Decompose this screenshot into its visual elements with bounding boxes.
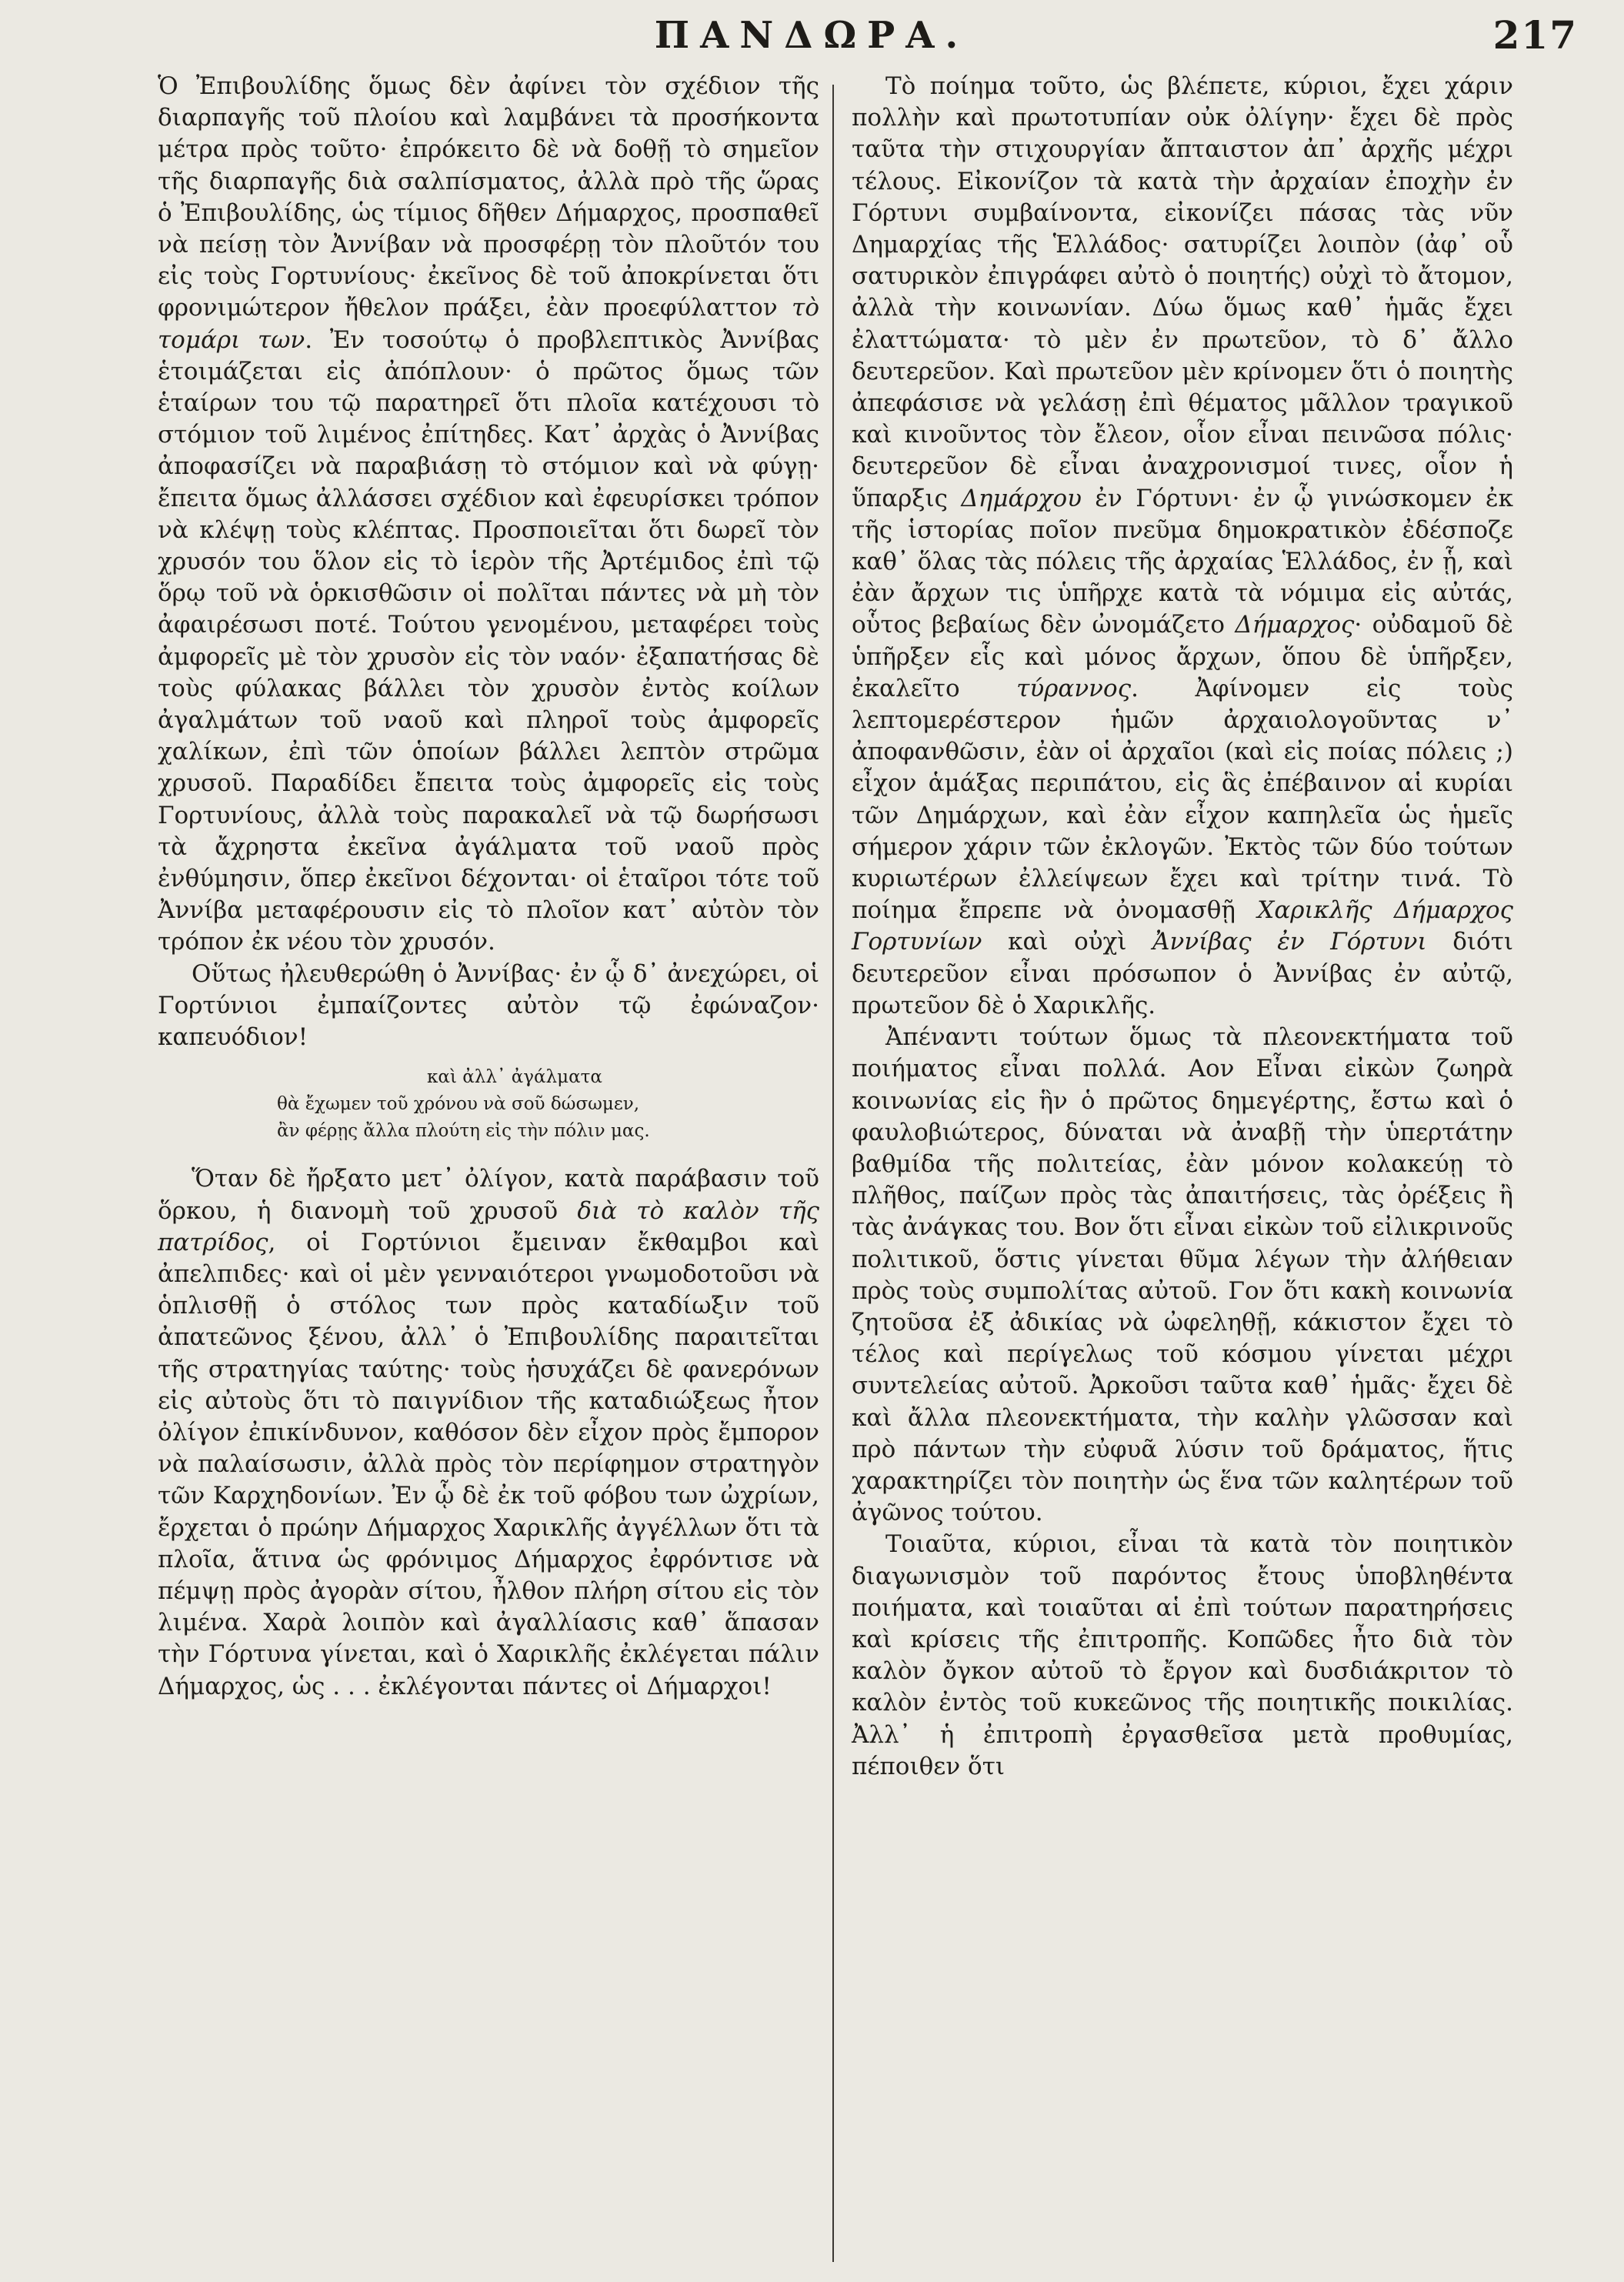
paragraph [158,1163,819,1702]
text-run: Τὸ ποίημα τοῦτο, ὡς βλέπετε, κύριοι, ἔχει χάριν πολλὴν καὶ πρωτοτυπίαν οὐκ ὀλίγην· ἔχει δὲ πρὸς ταῦτα τὴν στιχουργίαν ἄπταιστον ἀπ᾽ ἀρχῆς μέχρι τέλους. Εἰκονίζον τὰ κατὰ τὴν ἀρχαίαν ἐποχὴν ἐν Γόρτυνι συμβαίνοντα, εἰκονίζει πάσας τὰς νῦν Δημαρχίας τῆς Ἑλλάδος· σατυρίζει λοιπὸν (ἀφ᾽ οὗ σατυρικὸν ἐπιγράφει αὐτὸ ὁ ποιητής) οὐχὶ τὸ ἄτομον, ἀλλὰ τὴν κοινωνίαν. Δύω ὅμως καθ᾽ ἡμᾶς ἔχει ἐλαττώματα· τὸ μὲν ἐν πρωτεῦον, τὸ δ᾽ ἄλλο δευτερεῦον. Καὶ πρωτεῦον μὲν κρίνομεν ὅτι ὁ ποιητὴς ἀπεφάσισε νὰ γελάσῃ ἐπὶ θέματος μᾶλλον τραγικοῦ καὶ κινοῦντος τὸν ἔλεον, οἷον εἶναι πεινῶσα πόλις· δευτερεῦον δὲ εἶναι ἀναχρονισμοί τινες, οἷον ἡ ὕπαρξις [852,72,1513,512]
text-run: . Ἐν τοσούτῳ ὁ προβλεπτικὸς Ἀννίβας ἑτοιμάζεται εἰς ἀπόπλουν· ὁ πρῶτος ὅμως τῶν ἑταίρων του τῷ παρατηρεῖ ὅτι πλοῖα κατέχουσι τὸ στόμιον τοῦ λιμένος ἐπίτηδες. Κατ᾽ ἀρχὰς ὁ Ἀννίβας ἀποφασίζει νὰ παραβιάσῃ τὸ στόμιον καὶ νὰ φύγῃ· ἔπειτα ὅμως ἀλλάσσει σχέδιον καὶ ἐφευρίσκει τρόπον νὰ κλέψῃ τοὺς κλέπτας. Προσποιεῖται ὅτι δωρεῖ τὸν χρυσόν του ὅλον εἰς τὸ ἱερὸν τῆς Ἀρτέμιδος ἐπὶ τῷ ὅρῳ τοῦ νὰ ὁρκισθῶσιν οἱ πολῖται πάντες νὰ μὴ τὸν ἀφαιρέσωσι ποτέ. Τούτου γενομένου, μεταφέρει τοὺς ἀμφορεῖς μὲ τὸν χρυσὸν εἰς τὸν ναόν· ἐξαπατήσας δὲ τοὺς φύλακας βάλλει τὸν χρυσὸν ἐντὸς κοίλων ἀγαλμάτων τοῦ ναοῦ καὶ πληροῖ τοὺς ἀμφορεῖς χαλίκων, ἐπὶ τῶν ὁποίων βάλλει λεπτὸν στρῶμα χρυσοῦ. Παραδίδει ἔπειτα τοὺς ἀμφορεῖς εἰς τοὺς Γορτυνίους, ἀλλὰ τοὺς παρακαλεῖ νὰ τῷ δωρήσωσι τὰ ἄχρηστα ἐκεῖνα ἀγάλματα τοῦ ναοῦ πρὸς ἐνθύμησιν, ὅπερ ἐκεῖνοι δέχονται· οἱ ἑταῖροι τότε τοῦ Ἀννίβα μεταφέρουσιν εἰς τὸ πλοῖον κατ᾽ αὐτὸν τὸν τρόπον ἐκ νέου τὸν χρυσόν. [158,325,819,956]
text-run: διότι δευτερεῦον εἶναι πρόσωπον ὁ Ἀννίβας ἐν αὐτῷ, πρωτεῦον δὲ ὁ Χαρικλῆς. [852,928,1514,1019]
italic-phrase: τὸ τομάρι των [158,294,819,354]
page-number: 217 [1492,12,1578,58]
left-column [158,71,819,1703]
paragraph: Ἀπέναντι τούτων ὅμως τὰ πλεονεκτήματα τοῦ ποιήματος εἶναι πολλά. Αον Εἶναι εἰκὼν ζωηρὰ κοινωνίας εἰς ἣν ὁ πρῶτος δημεγέρτης, ἔστω καὶ ὁ φαυλοβιώτερος, δύναται νὰ ἀναβῇ τὴν ὑπερτάτην βαθμίδα τῆς πολιτείας, ἐὰν μόνον κολακεύῃ τὸ πλῆθος, παίζων πρὸς τὰς ἀπαιτήσεις, τὰς ὀρέξεις ἢ τὰς ἀνάγκας του. Βον ὅτι εἶναι εἰκὼν τοῦ εἰλικρινοῦς πολιτικοῦ, ὅστις γίνεται θῦμα λέγων τὴν ἀλήθειαν πρὸς τοὺς συμπολίτας αὐτοῦ. Γον ὅτι κακὴ κοινωνία ζητοῦσα ἐξ ἀδικίας νὰ ὠφεληθῇ, κάκιστον ἔχει τὸ τέλος καὶ περίγελως τοῦ κόσμου γίνεται μέχρι συντελείας αὐτοῦ. Ἀρκοῦσι ταῦτα καθ᾽ ἡμᾶς· ἔχει δὲ καὶ ἄλλα πλεονεκτήματα, τὴν καλὴν γλῶσσαν καὶ πρὸ πάντων τὴν εὐφυᾶ λύσιν τοῦ δράματος, ἥτις χαρακτηρίζει τὸν ποιητὴν ὡς ἕνα τῶν καλητέρων τοῦ ἀγῶνος τούτου. [852,1023,1513,1527]
paragraph [158,71,819,959]
page-header [0,8,1624,77]
verse-quote [158,1064,819,1145]
text-run: καὶ οὐχὶ [1008,928,1127,956]
paragraph [852,71,1513,1022]
text-run: , οἱ Γορτύνιοι ἔμειναν ἔκθαμβοι καὶ ἀπελπιδες· καὶ οἱ μὲν γενναιότεροι γνωμοδοτοῦσι νὰ ὁπλισθῇ ὁ στόλος των πρὸς καταδίωξιν τοῦ ἀπατεῶνος ξένου, ἀλλ᾽ ὁ Ἐπιβουλίδης παραιτεῖται τῆς στρατηγίας ταύτης· τοὺς ἡσυχάζει δὲ φανερόνων εἰς αὐτοὺς ὅτι τὸ παιγνίδιον τῆς καταδιώξεως ἦτον ὀλίγον ἐπικίνδυνον, καθόσον δὲν εἶχον πρὸς ἔμπορον νὰ παλαίσωσιν, ἀλλὰ πρὸς τὸν περίφημον στρατηγὸν τῶν Καρχηδονίων. Ἐν ᾧ δὲ ἐκ τοῦ φόβου των ὠχρίων, ἔρχεται ὁ πρώην Δήμαρχος Χαρικλῆς ἀγγέλλων ὅτι τὰ πλοῖα, ἅτινα ὡς φρόνιμος Δήμαρχος ἐφρόντισε νὰ πέμψῃ πρὸς ἀγορὰν σίτου, ἦλθον πλήρη σίτου εἰς τὸν λιμένα. Χαρὰ λοιπὸν καὶ ἀγαλλίασις καθ᾽ ἅπασαν τὴν Γόρτυνα γίνεται, καὶ ὁ Χαρικλῆς ἐκλέγεται πάλιν Δήμαρχος, ὡς . . . ἐκλέγονται πάντες οἱ Δήμαρχοι! [158,1228,819,1700]
running-title: ΠΑΝΔΩΡΑ. [654,14,969,57]
verse-line: καὶ ἀλλ᾽ ἀγάλματα [427,1067,602,1088]
italic-phrase: Χαρικλῆς Δήμαρχος Γορτυνίων [852,896,1513,956]
italic-phrase: Δημάρχου [961,484,1082,512]
text-run: · οὐδαμοῦ δὲ ὑπῆρξεν εἷς καὶ μόνος ἄρχων, ὅπου δὲ ὑπῆρξεν, ἐκαλεῖτο [852,611,1513,702]
italic-phrase: Ἀννίβας ἐν Γόρτυνι [1152,928,1427,956]
italic-phrase: διὰ τὸ καλὸν τῆς πατρίδος [158,1196,819,1256]
paragraph: Οὕτως ἠλευθερώθη ὁ Ἀννίβας· ἐν ᾧ δ᾽ ἀνεχώρει, οἱ Γορτύνιοι ἐμπαίζοντες αὐτὸν τῷ ἐφώναζον· καπευόδιον! [158,959,819,1052]
verse-line: ἂν φέρῃς ἄλλα πλούτη εἰς τὴν πόλιν μας. [277,1121,650,1142]
text-run: Ὅταν δὲ ἤρξατο μετ᾽ ὀλίγον, κατὰ παράβασιν τοῦ ὅρκου, ἡ διανομὴ τοῦ χρυσοῦ [158,1165,819,1225]
italic-phrase: Δήμαρχος [1235,611,1355,639]
text-run: ἐν Γόρτυνι· ἐν ᾧ γινώσκομεν ἐκ τῆς ἱστορίας ποῖον πνεῦμα δημοκρατικὸν ἐδέσποζε καθ᾽ ὅλας τὰς πόλεις τῆς ἀρχαίας Ἑλλάδος, ἐν ᾗ, καὶ ἐὰν ἄρχων τις ὑπῆρχε κατὰ τὰ νόμιμα εἰς αὐτάς, οὗτος βεβαίως δὲν ὠνομάζετο [852,484,1514,639]
column-divider [832,85,834,2262]
italic-phrase: τύραννος [1016,674,1132,702]
verse-line: θὰ ἔχωμεν τοῦ χρόνου νὰ σοῦ δώσωμεν, [277,1094,640,1115]
paragraph: Τοιαῦτα, κύριοι, εἶναι τὰ κατὰ τὸν ποιητικὸν διαγωνισμὸν τοῦ παρόντος ἔτους ὑποβληθέντα ποιήματα, καὶ τοιαῦται αἱ ἐπὶ τούτων παρατηρήσεις καὶ κρίσεις τῆς ἐπιτροπῆς. Κοπῶδες ἦτο διὰ τὸν καλὸν ὄγκον αὐτοῦ τὸ ἔργον καὶ δυσδιάκριτον τὸ καλὸν ἐντὸς τοῦ κυκεῶνος τῆς ποιητικῆς ποικιλίας. Ἀλλ᾽ ἡ ἐπιτροπὴ ἐργασθεῖσα μετὰ προθυμίας, πέποιθεν ὅτι [852,1530,1513,1780]
text-run: Ὁ Ἐπιβουλίδης ὅμως δὲν ἀφίνει τὸν σχέδιον τῆς διαρπαγῆς τοῦ πλοίου καὶ λαμβάνει τὰ προσήκοντα μέτρα πρὸς τοῦτο· ἐπρόκειτο δὲ νὰ δοθῇ τὸ σημεῖον τῆς διαρπαγῆς διὰ σαλπίσματος, ἀλλὰ πρὸ τῆς ὥρας ὁ Ἐπιβουλίδης, ὡς τίμιος δῆθεν Δήμαρχος, προσπαθεῖ νὰ πείσῃ τὸν Ἀννίβαν νὰ προσφέρῃ τὸν πλοῦτόν του εἰς τοὺς Γορτυνίους· ἐκεῖνος δὲ τοῦ ἀποκρίνεται ὅτι φρονιμώτερον ἤθελον πράξει, ἐὰν προεφύλαττον [158,72,819,322]
right-column [852,71,1513,1783]
text-run: . Ἀφίνομεν εἰς τοὺς λεπτομερέστερον ἡμῶν ἀρχαιολογοῦντας ν᾽ ἀποφανθῶσιν, ἐὰν οἱ ἀρχαῖοι (καὶ εἰς ποίας πόλεις ;) εἶχον ἁμάξας περιπάτου, εἰς ἃς ἐπέβαινον αἱ κυρίαι τῶν Δημάρχων, καὶ ἐὰν εἶχον καπηλεῖα ὡς ἡμεῖς σήμερον χάριν τῶν ἐκλογῶν. Ἐκτὸς τῶν δύο τούτων κυριωτέρων ἐλλείψεων ἔχει καὶ τρίτην τινά. Τὸ ποίημα ἔπρεπε νὰ ὀνομασθῇ [852,674,1513,925]
